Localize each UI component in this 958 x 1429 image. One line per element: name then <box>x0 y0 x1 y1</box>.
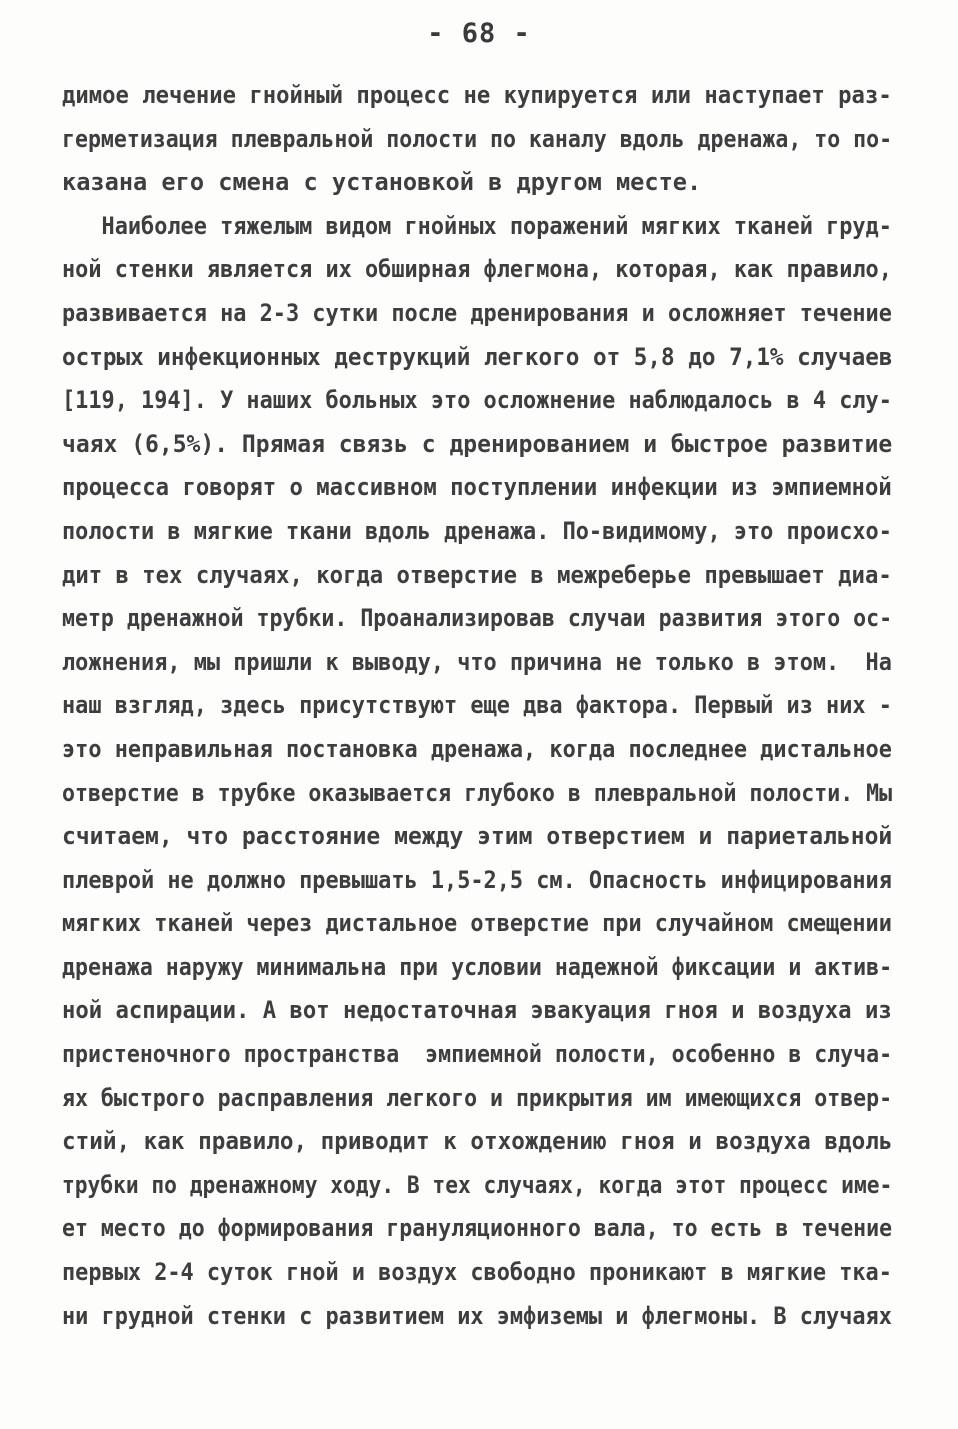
text-line: дит в тех случаях, когда отверстие в межреберье превышает диа- <box>62 560 892 589</box>
text-line: считаем, что расстояние между этим отверстием и париетальной <box>62 822 893 851</box>
text-line: первых 2-4 суток гной и воздух свободно проникают в мягкие тка- <box>62 1258 892 1287</box>
text-line: трубки по дренажному ходу. В тех случаях, когда этот процесс име- <box>62 1170 893 1199</box>
text-line: ни грудной стенки с развитием их эмфиземы и флегмоны. В случаях <box>62 1301 892 1330</box>
text-line: наш взгляд, здесь присутствуют еще два фактора. Первый из них - <box>62 691 892 720</box>
text-line: [119, 194]. У наших больных это осложнение наблюдалось в 4 слу- <box>62 386 892 415</box>
page-number: - 68 - <box>427 18 531 49</box>
text-line: пристеночного пространства эмпиемной полости, особенно в случа- <box>62 1040 893 1069</box>
text-line: дренажа наружу минимальна при условии надежной фиксации и актив- <box>62 952 893 981</box>
text-line: это неправильная постановка дренажа, когда последнее дистальное <box>62 734 892 763</box>
text-line: ях быстрого расправления легкого и прикрытия им имеющихся отвер- <box>62 1083 893 1112</box>
text-line: Наиболее тяжелым видом гнойных поражений мягких тканей груд- <box>62 211 892 240</box>
text-line: ной аспирации. А вот недостаточная эвакуация гноя и воздуха из <box>62 996 892 1025</box>
text-line: герметизация плевральной полости по каналу вдоль дренажа, то по- <box>62 124 893 153</box>
text-line: чаях (6,5%). Прямая связь с дренированием и быстрое развитие <box>62 429 893 458</box>
body-text <box>62 74 892 1338</box>
text-line: казана его смена с установкой в другом месте. <box>62 168 702 197</box>
text-line: развивается на 2-3 сутки после дренирования и осложняет течение <box>62 298 892 327</box>
text-line: ет место до формирования грануляционного вала, то есть в течение <box>62 1214 893 1243</box>
text-line: димое лечение гнойный процесс не купируется или наступает раз- <box>62 81 892 109</box>
text-line: острых инфекционных деструкций легкого от 5,8 до 7,1% случаев <box>62 342 893 371</box>
text-line: плеврой не должно превышать 1,5-2,5 см. Опасность инфицирования <box>62 865 892 894</box>
text-line: стий, как правило, приводит к отхождению гноя и воздуха вдоль <box>62 1127 893 1156</box>
text-line: ложнения, мы пришли к выводу, что причина не только в этом. На <box>62 647 892 676</box>
text-line: отверстие в трубке оказывается глубоко в плевральной полости. Мы <box>62 778 893 807</box>
text-line: полости в мягкие ткани вдоль дренажа. По-видимому, это происхо- <box>62 516 892 545</box>
text-line: метр дренажной трубки. Проанализировав случаи развития этого ос- <box>62 604 893 633</box>
text-line: ной стенки является их обширная флегмона, которая, как правило, <box>62 255 892 284</box>
text-line: процесса говорят о массивном поступлении инфекции из эмпиемной <box>62 473 892 502</box>
text-line: мягких тканей через дистальное отверстие при случайном смещении <box>62 909 892 938</box>
